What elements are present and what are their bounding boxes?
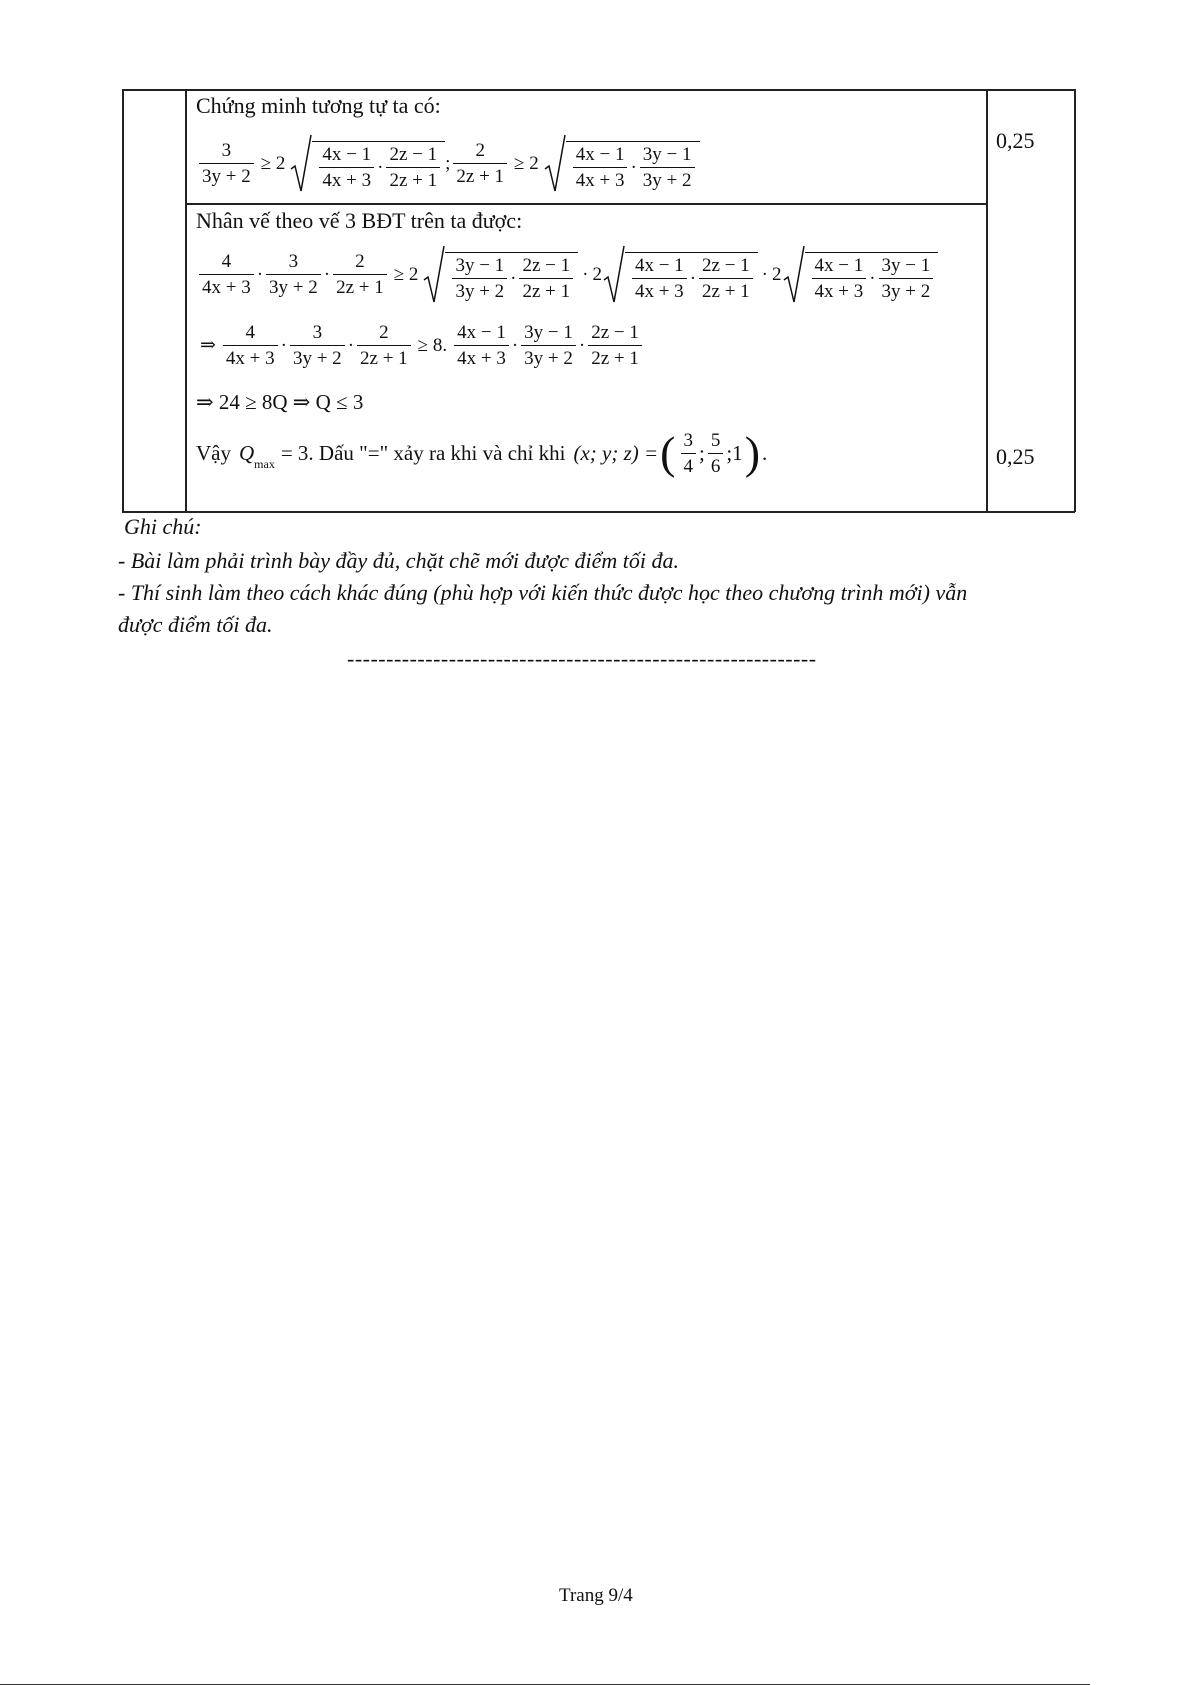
square-root: $\frac{4x - 1}{4x + 3}$ · $\frac{3y - 1}{3y + 2}$	[544, 133, 700, 193]
row1-score: 0,25	[996, 128, 1035, 153]
square-root: $\frac{4x - 1}{4x + 3}$ · $\frac{2z - 1}{2z + 1}$	[603, 244, 758, 304]
notes-title: Ghi chú:	[124, 514, 202, 539]
row1-intro: Chứng minh tương tự ta có:	[196, 93, 441, 118]
fraction: $\frac{3}{3y + 2}$	[199, 141, 254, 186]
row1-inequalities: $\frac{3}{3y + 2}$ ≥ 2 $\frac{4x - 1}{4x + 3}$ · $\frac{2z - 1}{2z + 1}$ ; $\frac{2}{2z + 1}$ ≥ 2 $\frac{4x - 1}{4x + 3}$ · $\frac{3y - 1}{3y + 2}$	[196, 133, 700, 193]
row2-intro: Nhân vế theo vế 3 BĐT trên ta được:	[196, 208, 523, 233]
note-line-2: - Thí sinh làm theo cách khác đúng (phù hợp với kiến thức được học theo chương trình mới) vẫn	[118, 580, 968, 605]
fraction: $\frac{2}{2z + 1}$	[453, 141, 507, 186]
row2-conclusion: Vậy Q max = 3. Dấu "=" xảy ra khi và chỉ khi (x; y; z) = ( $\frac{3}{4}$ ; $\frac{5}{6}$ ;1 ) .	[196, 427, 768, 478]
page-number: Trang 9/4	[559, 1585, 633, 1606]
note-line-1: - Bài làm phải trình bày đầy đủ, chặt chẽ mới được điểm tối đa.	[118, 548, 679, 573]
note-line-3: được điểm tối đa.	[118, 612, 273, 637]
row2-product-inequality: $\frac{4}{4x + 3}$ · $\frac{3}{3y + 2}$ · $\frac{2}{2z + 1}$ ≥ 2 $\frac{3y - 1}{3y + 2}$ · $\frac{2z - 1}{2z + 1}$ · 2 $\frac{4x - 1}{4x + 3}$ · $\frac{2z - 1}{2z + 1}$ · 2 $\frac{4x - 1}{4x + 3}$ · $\frac{3y - 1}{3y + 2}$	[196, 244, 938, 304]
row2-score: 0,25	[996, 444, 1035, 469]
row2-implication: ⇒ $\frac{4}{4x + 3}$ · $\frac{3}{3y + 2}$ · $\frac{2}{2z + 1}$ ≥ 8. $\frac{4x - 1}{4x + 3}$ · $\frac{3y - 1}{3y + 2}$ · $\frac{2z - 1}{2z + 1}$	[196, 323, 645, 368]
square-root: $\frac{4x - 1}{4x + 3}$ · $\frac{2z - 1}{2z + 1}$	[290, 133, 445, 193]
square-root: $\frac{4x - 1}{4x + 3}$ · $\frac{3y - 1}{3y + 2}$	[783, 244, 939, 304]
square-root: $\frac{3y - 1}{3y + 2}$ · $\frac{2z - 1}{2z + 1}$	[423, 244, 578, 304]
row2-result: ⇒ 24 ≥ 8Q ⇒ Q ≤ 3	[196, 390, 364, 414]
end-separator: ------------------------------------------------------------	[347, 646, 817, 671]
